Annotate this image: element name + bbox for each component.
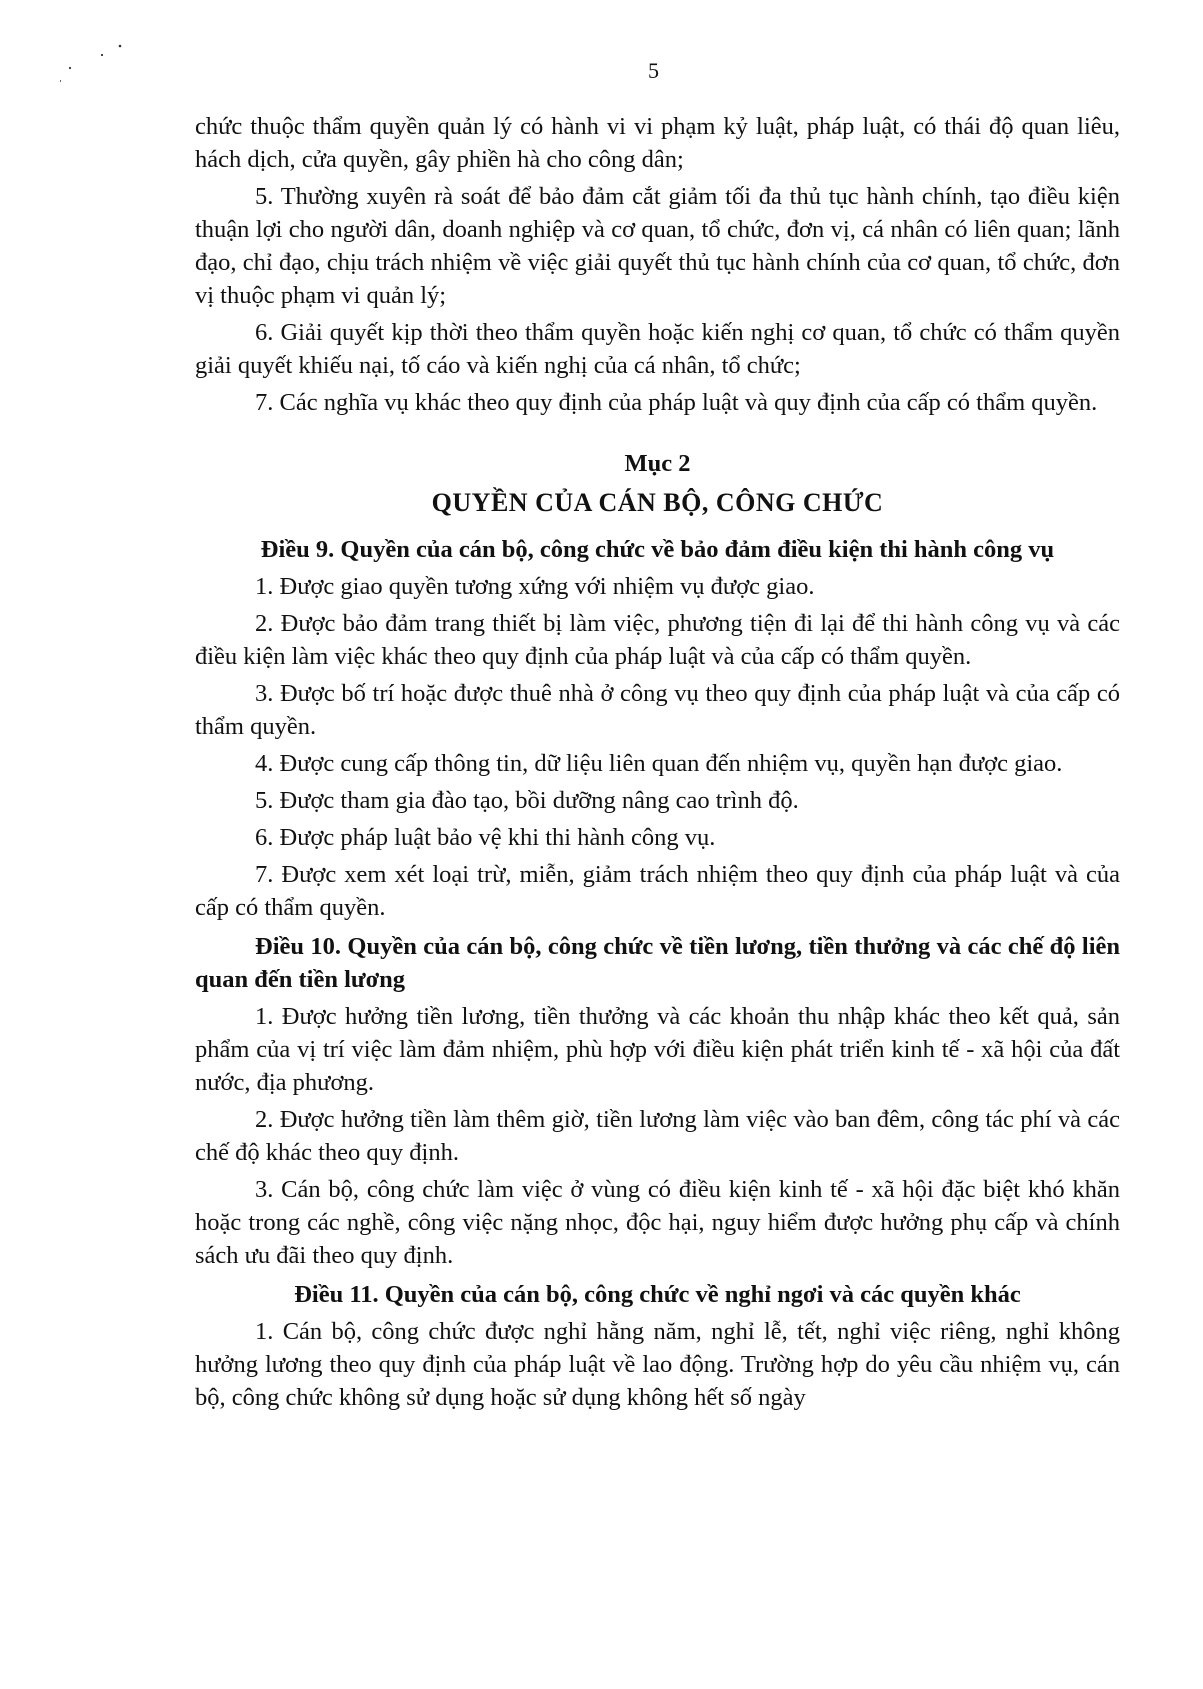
article-9-item: 1. Được giao quyền tương xứng với nhiệm vụ được giao. [255,573,815,600]
article-9-item: 5. Được tham gia đào tạo, bồi dưỡng nâng cao trình độ. [255,787,799,814]
article-10-item: 3. Cán bộ, công chức làm việc ở vùng có điều kiện kinh tế - xã hội đặc biệt khó khăn hoặc trong các nghề, công việc nặng nhọc, độc hại, nguy hiểm được hưởng phụ cấp và chính sách ưu đãi theo quy định. [195,1176,1120,1269]
article-9-item: 7. Được xem xét loại trừ, miễn, giảm trách nhiệm theo quy định của pháp luật và của cấp có thẩm quyền. [195,861,1120,921]
article-11-title: Điều 11. Quyền của cán bộ, công chức về nghỉ ngơi và các quyền khác [294,1281,1021,1308]
article-10-title: Điều 10. Quyền của cán bộ, công chức về tiền lương, tiền thưởng và các chế độ liên quan đến tiền lương [195,933,1120,993]
article-9-item: 2. Được bảo đảm trang thiết bị làm việc, phương tiện đi lại để thi hành công vụ và các điều kiện làm việc khác theo quy định của pháp luật và của cấp có thẩm quyền. [195,610,1120,670]
section-title: QUYỀN CỦA CÁN BỘ, CÔNG CHỨC [431,488,884,517]
article-9-item: 6. Được pháp luật bảo vệ khi thi hành công vụ. [255,824,716,851]
section-label: Mục 2 [624,450,691,477]
document-body [195,110,1120,1418]
obligation-item-6: 6. Giải quyết kịp thời theo thẩm quyền hoặc kiến nghị cơ quan, tổ chức có thẩm quyền giải quyết khiếu nại, tố cáo và kiến nghị của cá nhân, tổ chức; [195,319,1120,379]
obligation-item-5: 5. Thường xuyên rà soát để bảo đảm cắt giảm tối đa thủ tục hành chính, tạo điều kiện thuận lợi cho người dân, doanh nghiệp và cơ quan, tổ chức, đơn vị, cá nhân có liên quan; lãnh đạo, chỉ đạo, chịu trách nhiệm về việc giải quyết thủ tục hành chính của cơ quan, tổ chức, đơn vị thuộc phạm vi quản lý; [195,183,1120,309]
obligation-item-7: 7. Các nghĩa vụ khác theo quy định của pháp luật và quy định của cấp có thẩm quyền. [255,389,1098,416]
article-9-item: 4. Được cung cấp thông tin, dữ liệu liên quan đến nhiệm vụ, quyền hạn được giao. [255,750,1063,777]
article-10-item: 1. Được hưởng tiền lương, tiền thưởng và các khoản thu nhập khác theo kết quả, sản phẩm của vị trí việc làm đảm nhiệm, phù hợp với điều kiện phát triển kinh tế - xã hội của đất nước, địa phương. [195,1003,1120,1096]
article-11-item: 1. Cán bộ, công chức được nghỉ hằng năm, nghỉ lễ, tết, nghỉ việc riêng, nghỉ không hưởng lương theo quy định của pháp luật về lao động. Trường hợp do yêu cầu nhiệm vụ, cán bộ, công chức không sử dụng hoặc sử dụng không hết số ngày [195,1318,1120,1411]
article-10-item: 2. Được hưởng tiền làm thêm giờ, tiền lương làm việc vào ban đêm, công tác phí và các chế độ khác theo quy định. [195,1106,1120,1166]
paragraph-continuation: chức thuộc thẩm quyền quản lý có hành vi vi phạm kỷ luật, pháp luật, có thái độ quan liêu, hách dịch, cửa quyền, gây phiền hà cho công dân; [195,113,1120,173]
page-number: 5 [648,58,659,83]
article-9-title: Điều 9. Quyền của cán bộ, công chức về bảo đảm điều kiện thi hành công vụ [260,536,1055,563]
article-9-item: 3. Được bố trí hoặc được thuê nhà ở công vụ theo quy định của pháp luật và của cấp có thẩm quyền. [195,680,1120,740]
